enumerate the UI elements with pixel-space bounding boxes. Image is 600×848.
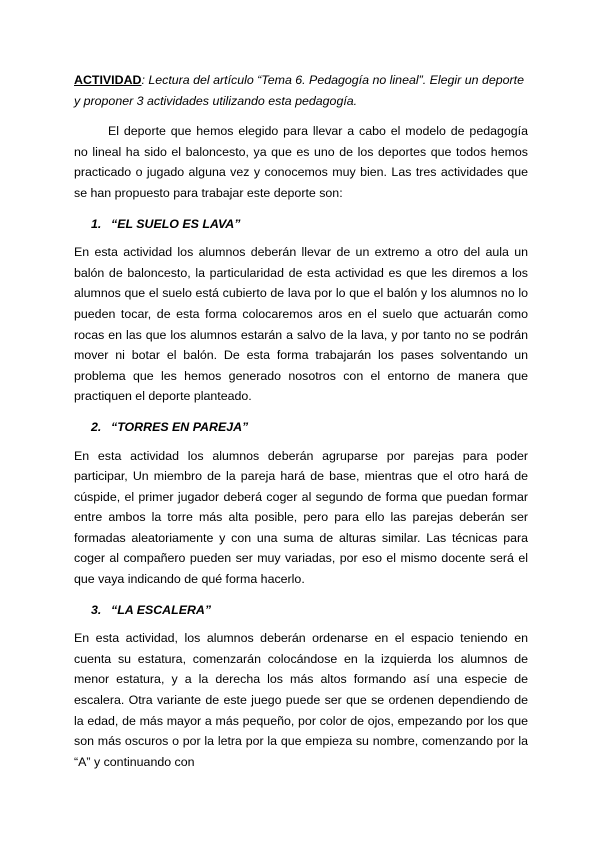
section-title [74,417,528,438]
section-number: 3. [91,602,102,617]
activity-label: ACTIVIDAD [74,73,142,87]
section-title [74,214,528,235]
document-page [74,70,528,782]
section-title-text: “TORRES EN PAREJA” [111,419,249,434]
activity-separator: : [141,73,149,87]
section-title-text: “EL SUELO ES LAVA” [111,216,241,231]
section-body: En esta actividad, los alumnos deberán ordenarse en el espacio teniendo en cuenta su estatura, comenzarán colocándose en la izquierda los alumnos de menor estatura, y a la derecha los más altos formando así una especie de escalera. Otra variante de este juego puede ser que se ordenen dependiendo de la edad, de más mayor a más pequeño, por color de ojos, empezando por los que son más oscuros o por la letra por la que empieza su nombre, comenzando por la “A” y continuando con [74,631,528,769]
section-title-text: “LA ESCALERA” [111,602,212,617]
activity-text: Lectura del artículo “Tema 6. Pedagogía no lineal”. Elegir un deporte y proponer 3 actividades utilizando esta pedagogía. [74,73,524,108]
intro-paragraph: El deporte que hemos elegido para llevar a cabo el modelo de pedagogía no lineal ha sido el baloncesto, ya que es uno de los deportes que todos hemos practicado o jugado alguna vez y conocemos muy bien. Las tres actividades que se han propuesto para trabajar este deporte son: [74,124,528,200]
section-number: 1. [91,216,102,231]
activity-statement [74,70,528,111]
section-body: En esta actividad los alumnos deberán agruparse por parejas para poder participar, Un miembro de la pareja hará de base, mientras que el otro hará de cúspide, el primer jugador deberá coger al segundo de forma que puedan formar entre ambos la torre más alta posible, pero para ello las parejas deberán ser formadas aleatoriamente y con una suma de alturas similar. Las técnicas para coger al compañero pueden ser muy variadas, por eso el mismo docente será el que vaya indicando de qué forma hacerlo. [74,448,528,587]
section-number: 2. [91,419,102,434]
section-body: En esta actividad los alumnos deberán llevar de un extremo a otro del aula un balón de baloncesto, la particularidad de esta actividad es que les diremos a los alumnos que el suelo está cubierto de lava por lo que el balón y los alumnos no lo pueden tocar, de esta forma colocaremos aros en el suelo que actuarán como rocas en las que los alumnos estarán a salvo de la lava, y por tanto no se podrán mover ni botar el balón. De esta forma trabajarán los pases solventando un problema que les hemos generado nosotros con el entorno de manera que practiquen el deporte planteado. [74,245,528,404]
section-title [74,600,528,621]
